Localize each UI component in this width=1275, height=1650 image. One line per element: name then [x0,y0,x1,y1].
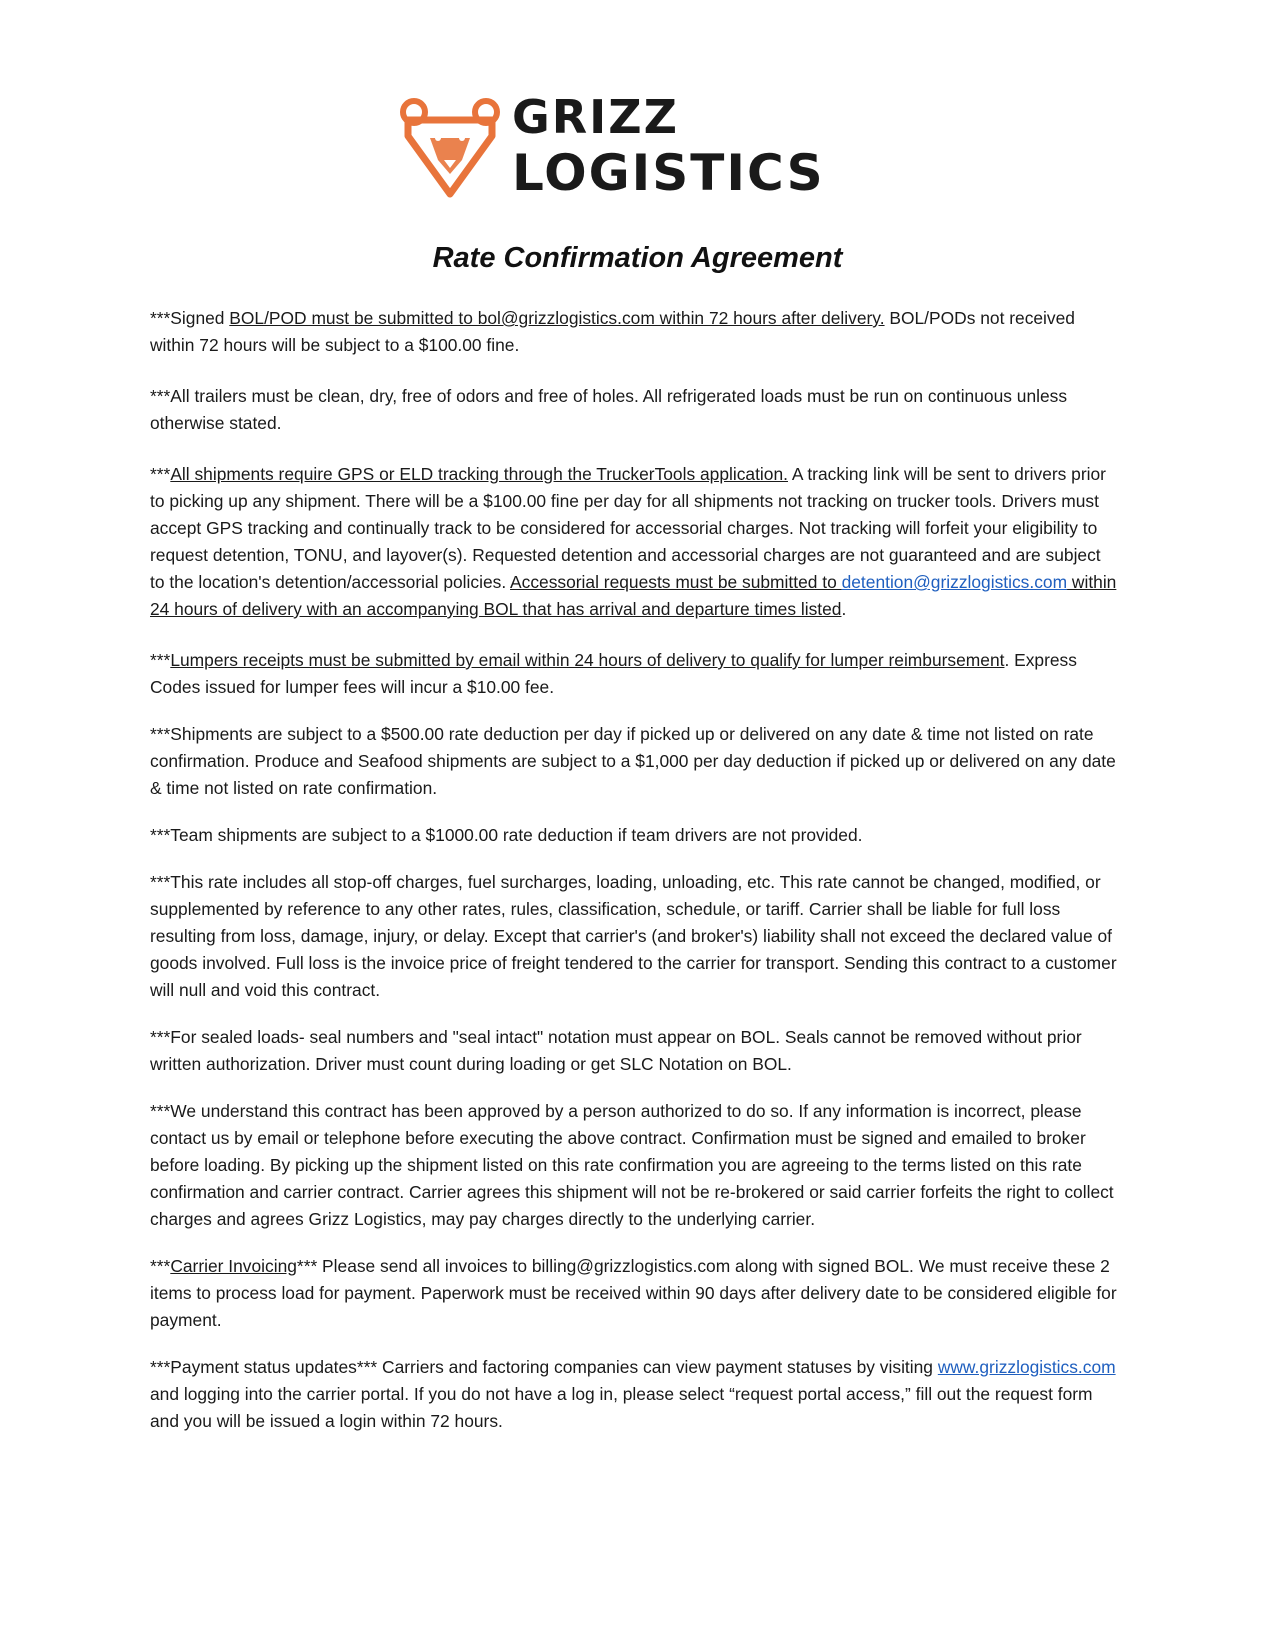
text: BOL/PODs not received within 72 hours will be subject to a $100.00 fine. [150,308,1075,355]
lumper-underlined: Lumpers receipts must be submitted by email within 24 hours of delivery to qualify for lumper reimbursement [170,650,1005,670]
logo-line-grizz: GRIZZ [512,90,680,144]
agreement-body [150,305,1118,1455]
text: *** [150,650,171,670]
text: A tracking link will be sent to drivers prior to picking up any shipment. There will be a $100.00 fine per day for all shipments not tracking on trucker tools. Drivers must accept GPS tracking and continually track to be considered for accessorial charges. Not tracking will forfeit your eligibility to request detention, TONU, and layover(s). Requested detention and accessorial charges are not guaranteed and are subject to the location's detention/accessorial policies. [150,464,1106,592]
shipment-deduction-paragraph: ***Shipments are subject to a $500.00 rate deduction per day if picked up or delivered on any date & time not listed on rate confirmation. Produce and Seafood shipments are subject to a $1,000 per day deduction if picked up or delivered on any date & time not listed on rate confirmation. [150,724,1116,798]
company-logo [400,90,890,210]
tracking-requirement-underlined: All shipments require GPS or ELD tracking through the TruckerTools application. [170,464,788,484]
team-shipment-paragraph: ***Team shipments are subject to a $1000.00 rate deduction if team drivers are not provided. [150,825,863,845]
carrier-invoicing-paragraph [150,1253,1118,1334]
page-title: Rate Confirmation Agreement [432,242,843,274]
payment-status-paragraph [150,1354,1118,1435]
tracking-paragraph [150,461,1118,623]
text: *** [150,1256,171,1276]
bear-head-icon [400,98,500,198]
lumper-paragraph [150,647,1118,701]
bol-requirement-underlined: BOL/POD must be submitted to bol@grizzlogistics.com within 72 hours after delivery. [229,308,885,328]
rate-terms-paragraph: ***This rate includes all stop-off charges, fuel surcharges, loading, unloading, etc. This rate cannot be changed, modified, or supplemented by reference to any other rates, rules, classification, schedule, or tariff. Carrier shall be liable for full loss resulting from loss, damage, injury, or delay. Except that carrier's (and broker's) liability shall not exceed the declared value of goods involved. Full loss is the invoice price of freight tendered to the carrier for transport. Sending this contract to a customer will null and void this contract. [150,872,1117,1000]
detention-email-link[interactable]: detention@grizzlogistics.com [841,572,1068,592]
text: and logging into the carrier portal. If you do not have a log in, please select “request portal access,” fill out the request form and you will be issued a login within 72 hours. [150,1384,1093,1431]
text: ***Signed [150,308,230,328]
logo-wordmark [512,90,825,202]
logo-line-logistics: LOGISTICS [512,144,825,202]
carrier-invoicing-underlined: Carrier Invoicing [170,1256,297,1276]
accessorial-underlined-cont: within 24 hours of delivery with an accompanying BOL that has arrival and departure times listed [150,572,1117,619]
sealed-loads-paragraph: ***For sealed loads- seal numbers and "seal intact" notation must appear on BOL. Seals cannot be removed without prior written authorization. Driver must count during loading or get SLC Notation on BOL. [150,1027,1082,1074]
text: . [841,599,847,619]
text: *** Please send all invoices to billing@grizzlogistics.com along with signed BOL. We must receive these 2 items to process load for payment. Paperwork must be received within 90 days after delivery date to be considered eligible for payment. [150,1256,1117,1330]
text: ***Payment status updates*** Carriers and factoring companies can view payment statuses by visiting [150,1357,938,1377]
text: . Express Codes issued for lumper fees will incur a $10.00 fee. [150,650,1077,697]
accessorial-underlined: Accessorial requests must be submitted to [510,572,842,592]
trailer-paragraph: ***All trailers must be clean, dry, free of odors and free of holes. All refrigerated loads must be run on continuous unless otherwise stated. [150,386,1068,433]
bol-pod-paragraph [150,305,1118,359]
authorization-paragraph: ***We understand this contract has been approved by a person authorized to do so. If any information is incorrect, please contact us by email or telephone before executing the above contract. Confirmation must be signed and emailed to broker before loading. By picking up the shipment listed on this rate confirmation you are agreeing to the terms listed on this rate confirmation and carrier contract. Carrier agrees this shipment will not be re-brokered or said carrier forfeits the right to collect charges and agrees Grizz Logistics, may pay charges directly to the underlying carrier. [150,1101,1114,1229]
website-link[interactable]: www.grizzlogistics.com [937,1357,1116,1377]
text: *** [150,464,171,484]
